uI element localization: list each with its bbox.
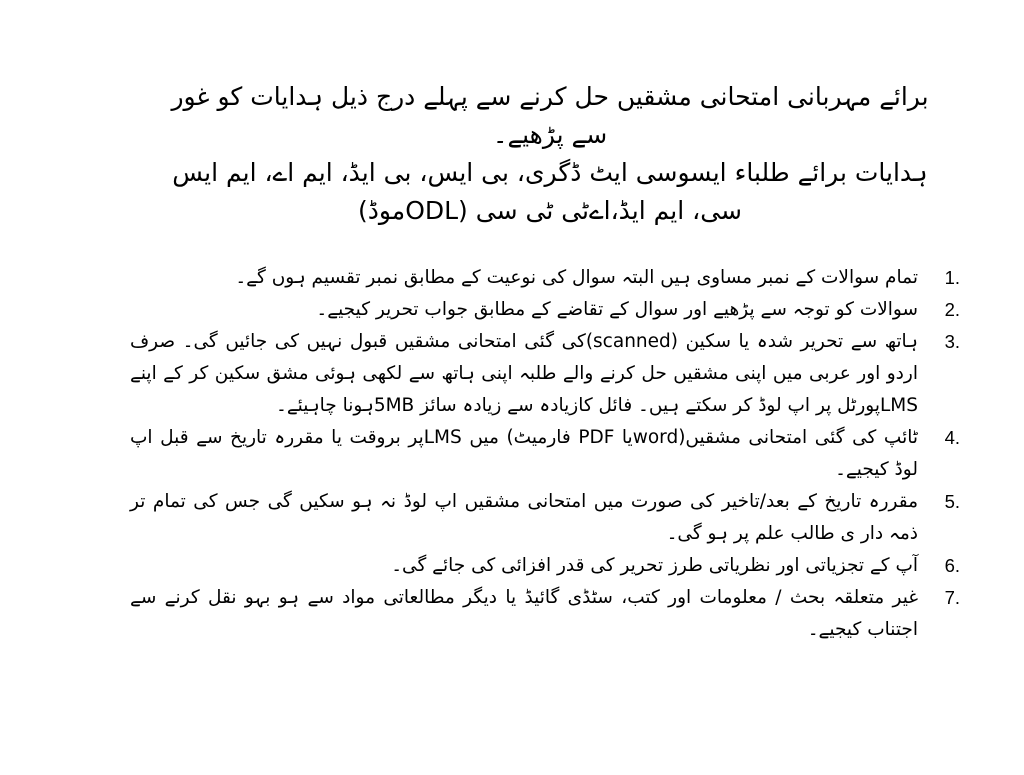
list-item bbox=[130, 294, 970, 326]
list-item bbox=[130, 550, 970, 582]
list-item bbox=[130, 582, 970, 646]
instructions-list bbox=[130, 262, 970, 646]
item-number: 2. bbox=[944, 299, 960, 320]
header-line-2: ہدایات برائے طلباء ایسوسی ایٹ ڈگری، بی ایس، بی ایڈ، ایم اے، ایم ایس سی، ایم ایڈ،اےٹی ٹی سی (ODLموڈ) bbox=[172, 158, 928, 225]
item-number: 4. bbox=[944, 427, 960, 448]
item-text: غیر متعلقہ بحث / معلومات اور کتب، سٹڈی گائیڈ یا دیگر مطالعاتی مواد سے ہو بہو نقل کرنے سے اجتناب کیجیے۔ bbox=[130, 587, 918, 640]
item-text: آپ کے تجزیاتی اور نظریاتی طرز تحریر کی قدر افزائی کی جائے گی۔ bbox=[391, 555, 918, 576]
item-number: 3. bbox=[944, 331, 960, 352]
item-text: ٹائپ کی گئی امتحانی مشقیں(wordیا PDF فارمیٹ) میں LMSپر بروقت یا مقررہ تاریخ سے قبل اپ لوڈ کیجیے۔ bbox=[130, 427, 919, 480]
list-item bbox=[130, 262, 970, 294]
item-number: 6. bbox=[944, 555, 960, 576]
list-item bbox=[130, 326, 970, 422]
item-number: 5. bbox=[944, 491, 960, 512]
instructions-header bbox=[150, 78, 950, 230]
item-number: 7. bbox=[944, 587, 960, 608]
header-line-1: برائے مہربانی امتحانی مشقیں حل کرنے سے پہلے درج ذیل ہدایات کو غور سے پڑھیے۔ bbox=[171, 82, 929, 149]
list-item bbox=[130, 422, 970, 486]
item-text: مقررہ تاریخ کے بعد/تاخیر کی صورت میں امتحانی مشقیں اپ لوڈ نہ ہو سکیں گی جس کی تمام تر ذمہ دار ی طالب علم پر ہو گی۔ bbox=[130, 491, 918, 544]
item-text: سوالات کو توجہ سے پڑھیے اور سوال کے تقاضے کے مطابق جواب تحریر کیجیے۔ bbox=[316, 299, 918, 320]
item-text: تمام سوالات کے نمبر مساوی ہیں البتہ سوال کی نوعیت کے مطابق نمبر تقسیم ہوں گے۔ bbox=[235, 267, 918, 288]
list-item bbox=[130, 486, 970, 550]
item-text: ہاتھ سے تحریر شدہ یا سکین (scanned)کی گئی امتحانی مشقیں قبول نہیں کی جائیں گی۔ صرف اردو اور عربی میں اپنی مشقیں حل کرنے والے طلبہ اپنی ہاتھ سے لکھی ہوئی مشق سکین کر کے اپنے LMSپورٹل پر اپ لوڈ کر سکتے ہیں۔ فائل کازیادہ سے زیادہ سائز 5MBہونا چاہیئے۔ bbox=[130, 331, 919, 416]
item-number: 1. bbox=[944, 267, 960, 288]
